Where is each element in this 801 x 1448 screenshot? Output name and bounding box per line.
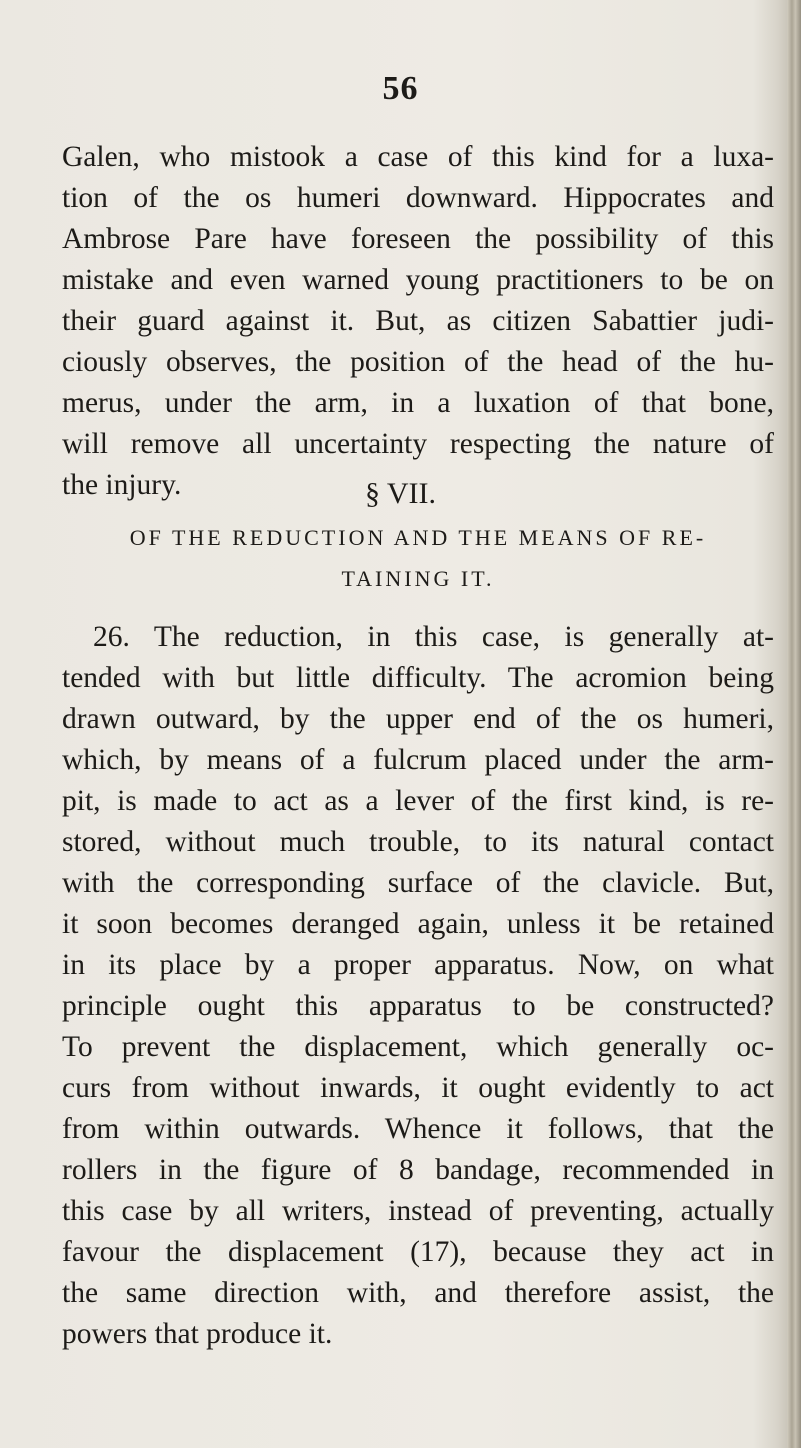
page-number: 56 <box>382 70 419 107</box>
paragraph-2-line: principle ought this apparatus to be constructed? <box>62 990 774 1022</box>
paragraph-2-line: favour the displacement (17), because they act in <box>62 1236 774 1268</box>
section-heading-line-2: TAINING IT. <box>341 566 495 591</box>
paragraph-1-line: their guard against it. But, as citizen Sabattier judi- <box>62 305 774 337</box>
paragraph-2-line: rollers in the figure of 8 bandage, recommended in <box>62 1154 774 1186</box>
paragraph-1 <box>62 137 774 506</box>
paragraph-1-line: ciously observes, the position of the head of the hu- <box>62 346 774 378</box>
paragraph-1-line: tion of the os humeri downward. Hippocrates and <box>62 182 774 214</box>
paragraph-1-line: mistake and even warned young practitioners to be on <box>62 264 774 296</box>
section-number: § VII. <box>364 477 437 510</box>
paragraph-2-line: powers that produce it. <box>62 1318 333 1350</box>
paragraph-2-line: To prevent the displacement, which generally oc- <box>62 1031 774 1063</box>
paragraph-2-line: it soon becomes deranged again, unless it be retained <box>62 908 774 940</box>
paragraph-2-line: 26. The reduction, in this case, is generally at- <box>93 621 774 653</box>
page-edge-shadow <box>787 0 801 1448</box>
paragraph-2 <box>62 617 774 1355</box>
paragraph-2-line: pit, is made to act as a lever of the first kind, is re- <box>62 785 774 817</box>
paragraph-2-line: tended with but little difficulty. The acromion being <box>62 662 774 694</box>
paragraph-2-line: drawn outward, by the upper end of the os humeri, <box>62 703 774 735</box>
paragraph-2-line: with the corresponding surface of the clavicle. But, <box>62 867 774 899</box>
paragraph-2-line: in its place by a proper apparatus. Now, on what <box>62 949 774 981</box>
paragraph-2-line: from within outwards. Whence it follows, that the <box>62 1113 774 1145</box>
paragraph-1-line: the injury. <box>62 469 182 501</box>
paragraph-2-line: this case by all writers, instead of preventing, actually <box>62 1195 774 1227</box>
paragraph-2-line: the same direction with, and therefore assist, the <box>62 1277 774 1309</box>
section-heading-line-1: OF THE REDUCTION AND THE MEANS OF RE- <box>129 525 707 550</box>
paragraph-1-line: Ambrose Pare have foreseen the possibility of this <box>62 223 774 255</box>
paragraph-2-line: curs from without inwards, it ought evidently to act <box>62 1072 774 1104</box>
paragraph-1-line: Galen, who mistook a case of this kind for a luxa- <box>62 141 774 173</box>
paragraph-1-line: merus, under the arm, in a luxation of that bone, <box>62 387 774 419</box>
paragraph-2-line: which, by means of a fulcrum placed under the arm- <box>62 744 774 776</box>
paragraph-2-line: stored, without much trouble, to its natural contact <box>62 826 774 858</box>
paragraph-1-line: will remove all uncertainty respecting the nature of <box>62 428 774 460</box>
